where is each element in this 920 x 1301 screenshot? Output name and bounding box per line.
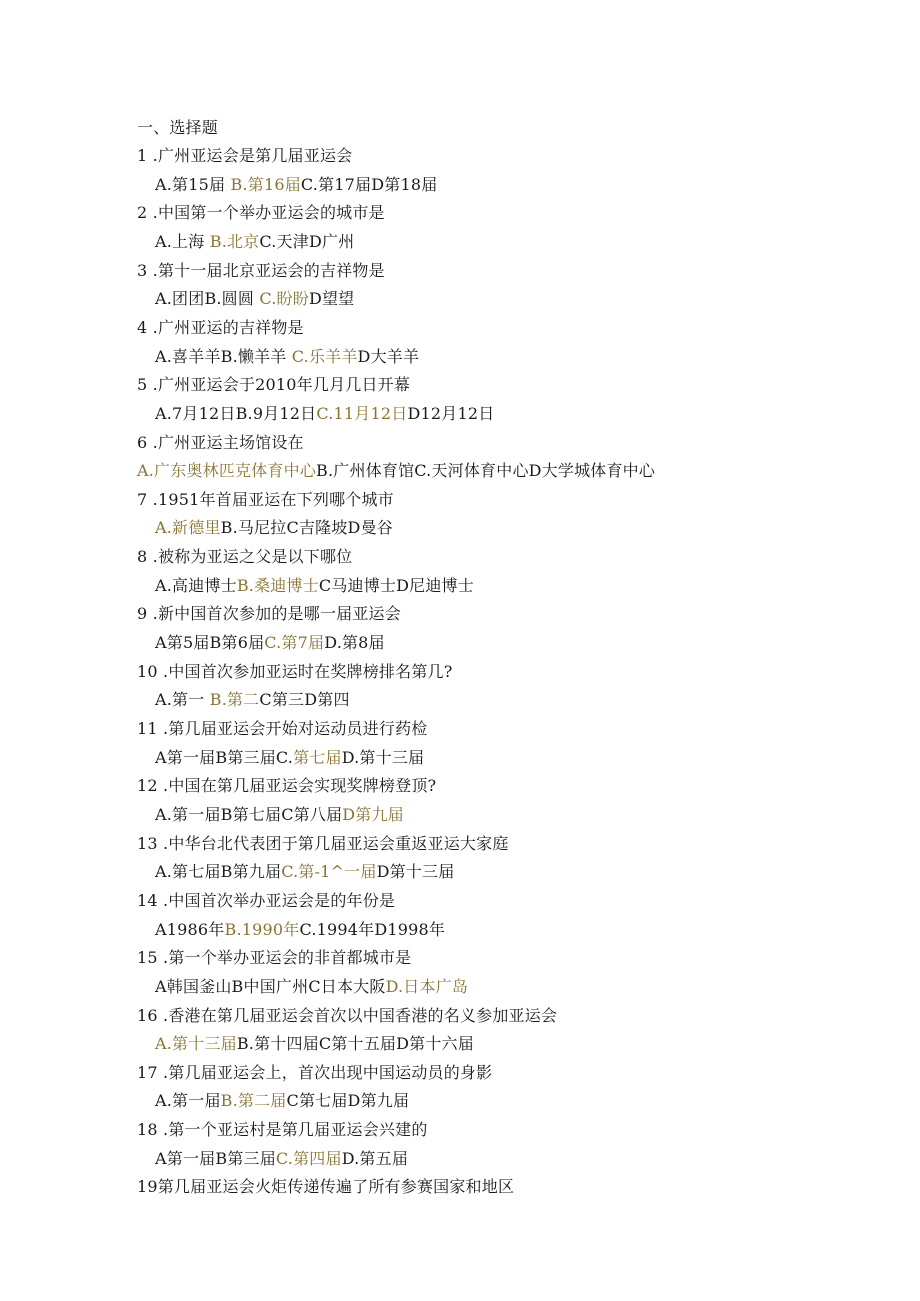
option-text: D.第8届 [324, 633, 385, 652]
option-text: B.马尼拉C吉隆坡D曼谷 [220, 518, 393, 537]
answer-options [155, 518, 393, 538]
answer-options [155, 1149, 408, 1169]
option-text: A.高迪博士 [155, 576, 237, 595]
option-text: A第5届B第6届 [155, 633, 265, 652]
answer-options [155, 1091, 409, 1111]
answer-options [155, 920, 445, 940]
answer-options [155, 175, 437, 195]
correct-answer: C.11月12日 [316, 404, 408, 423]
option-text: C马迪博士D尼迪博士 [318, 576, 474, 595]
question-text: 1 .广州亚运会是第几届亚运会 [137, 146, 353, 165]
option-text: A.喜羊羊B.懒羊羊 [155, 347, 292, 366]
option-text: A.7月12日B.9月12日 [155, 404, 317, 423]
question-text: 6 .广州亚运主场馆设在 [137, 433, 304, 452]
correct-answer: D第九届 [342, 805, 404, 824]
option-text: A第一届B第三届 [155, 1149, 276, 1168]
answer-options [155, 633, 385, 653]
answer-options [155, 805, 404, 825]
option-text: A.团团B.圆圆 [155, 289, 260, 308]
answer-options [155, 404, 494, 424]
answer-options [155, 690, 350, 710]
answer-options [155, 748, 424, 768]
option-text: B.广州体育馆C.天河体育中心D大学城体育中心 [316, 461, 656, 480]
correct-answer: C.第7届 [264, 633, 325, 652]
question-text: 2 .中国第一个举办亚运会的城市是 [137, 203, 385, 222]
question-text: 16 .香港在第几届亚运会首次以中国香港的名义参加亚运会 [137, 1006, 558, 1025]
answer-options [155, 289, 354, 309]
correct-answer: B.北京 [209, 232, 260, 251]
option-text: A.第一 [155, 690, 210, 709]
answer-options [155, 977, 468, 997]
question-text: 15 .第一个举办亚运会的非首都城市是 [137, 948, 412, 967]
option-text: D12月12日 [407, 404, 495, 423]
correct-answer: 第七届 [293, 748, 342, 767]
option-text: C.第17届D第18届 [300, 175, 438, 194]
correct-answer: C.盼盼 [259, 289, 309, 308]
correct-answer: A.广东奥林匹克体育中心 [137, 461, 317, 480]
correct-answer: B.1990年 [224, 920, 300, 939]
option-text: C第七届D第九届 [286, 1091, 410, 1110]
correct-answer: C.乐羊羊 [291, 347, 358, 366]
option-text: A.第15届 [155, 175, 231, 194]
correct-answer: A.新德里 [155, 518, 221, 537]
answer-options [155, 862, 454, 882]
option-text: A第一届B第三届C. [155, 748, 294, 767]
option-text: A.第一届B第七届C第八届 [155, 805, 343, 824]
correct-answer: B.桑迪博士 [236, 576, 319, 595]
option-text: A.上海 [155, 232, 210, 251]
correct-answer: C.第-1^一届 [281, 862, 377, 881]
question-text: 19第几届亚运会火炬传递传遍了所有参赛国家和地区 [137, 1177, 515, 1196]
option-text: D.第五届 [341, 1149, 409, 1168]
question-text: 7 .1951年首届亚运在下列哪个城市 [137, 490, 394, 509]
question-text: 3 .第十一届北京亚运会的吉祥物是 [137, 261, 385, 280]
question-text: 13 .中华台北代表团于第几届亚运会重返亚运大家庭 [137, 834, 509, 853]
question-text: 18 .第一个亚运村是第几届亚运会兴建的 [137, 1120, 428, 1139]
answer-options [137, 461, 655, 481]
option-text: A韩国釜山B中国广州C日本大阪 [155, 977, 386, 996]
option-text: D望望 [308, 289, 355, 308]
option-text: A.第一届 [155, 1091, 221, 1110]
option-text: C第三D第四 [259, 690, 350, 709]
correct-answer: B.第二 [209, 690, 260, 709]
question-text: 10 .中国首次参加亚运时在奖牌榜排名第几? [137, 662, 453, 681]
correct-answer: C.第四届 [275, 1149, 342, 1168]
option-text: B.第十四届C第十五届D第十六届 [236, 1034, 474, 1053]
question-text: 8 .被称为亚运之父是以下哪位 [137, 547, 353, 566]
question-text: 12 .中国在第几届亚运会实现奖牌榜登顶? [137, 776, 437, 795]
answer-options [155, 1034, 474, 1054]
option-text: C.天津D广州 [259, 232, 355, 251]
question-text: 4 .广州亚运的吉祥物是 [137, 318, 304, 337]
correct-answer: B.第16届 [230, 175, 301, 194]
question-text: 17 .第几届亚运会上，首次出现中国运动员的身影 [137, 1063, 493, 1082]
option-text: A1986年 [155, 920, 225, 939]
answer-options [155, 347, 419, 367]
question-text: 11 .第几届亚运会开始对运动员进行药检 [137, 719, 428, 738]
answer-options [155, 576, 474, 596]
option-text: A.第七届B第九届 [155, 862, 282, 881]
correct-answer: A.第十三届 [155, 1034, 237, 1053]
question-text: 5 .广州亚运会于2010年几月几日开幕 [137, 375, 411, 394]
correct-answer: B.第二届 [220, 1091, 287, 1110]
question-text: 9 .新中国首次参加的是哪一届亚运会 [137, 604, 401, 623]
correct-answer: D.日本广岛 [385, 977, 469, 996]
option-text: D大羊羊 [357, 347, 420, 366]
answer-options [155, 232, 354, 252]
option-text: C.1994年D1998年 [299, 920, 446, 939]
option-text: D.第十三届 [341, 748, 425, 767]
question-text: 14 .中国首次举办亚运会是的年份是 [137, 891, 396, 910]
section-title: 一、选择题 [137, 118, 219, 137]
option-text: D第十三届 [376, 862, 455, 881]
